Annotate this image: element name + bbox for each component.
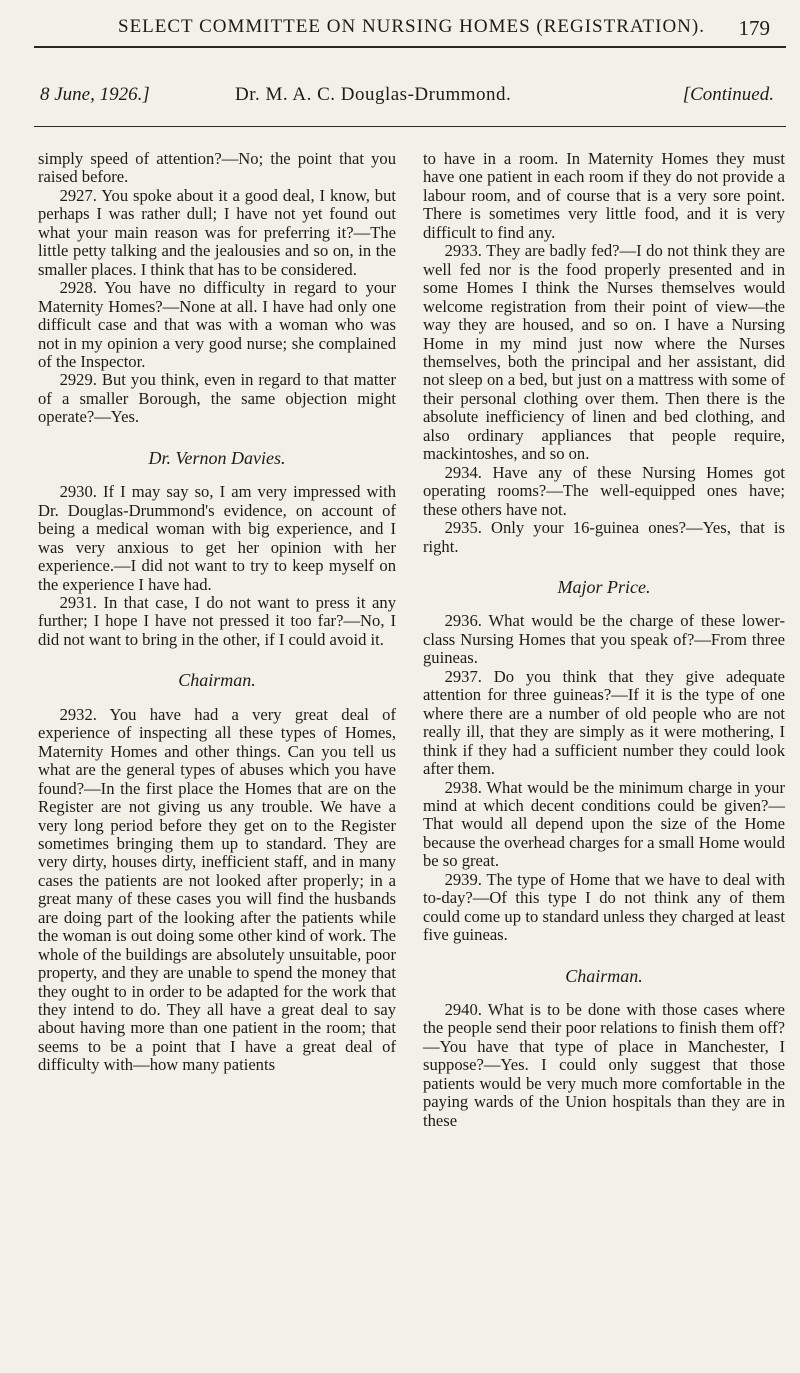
left-column xyxy=(38,150,396,1075)
witness-name: Dr. M. A. C. Douglas-Drummond. xyxy=(235,84,512,105)
paragraph: 2939. The type of Home that we have to deal with to-day?—Of this type I do not think any of them could come up to standard unless they charged at least five guineas. xyxy=(423,869,785,945)
paragraph: 2929. But you think, even in regard to that matter of a smaller Borough, the same objection might operate?—Yes. xyxy=(38,370,396,427)
paragraph: 2927. You spoke about it a good deal, I know, but perhaps I was rather dull; I have not yet found out what your main reason was for preferring it?—The little petty talking and the jealousies and so on, in the smaller places. I think that has to be considered. xyxy=(38,185,396,279)
header-rule xyxy=(34,46,786,48)
paragraph: 2937. Do you think that they give adequate attention for three guineas?—If it is the type of one where there are a number of old people who are not really ill, that they are simply as it were mothering, I think if they had a sufficient number they could look after them. xyxy=(423,666,785,779)
speaker-heading: Chairman. xyxy=(178,670,256,691)
paragraph: 2935. Only your 16-guinea ones?—Yes, that is right. xyxy=(423,518,785,556)
paragraph: 2938. What would be the minimum charge in your mind at which decent conditions could be given?—That would all depend upon the size of the Home because the overhead charges for a small Home would be so great. xyxy=(423,777,785,871)
sub-header-rule xyxy=(34,126,786,127)
paragraph: simply speed of attention?—No; the point that you raised before. xyxy=(38,149,396,187)
paragraph: to have in a room. In Maternity Homes they must have one patient in each room if they do not provide a labour room, and of course that is a very sore point. There is sometimes very little food, and it is very difficult to find any. xyxy=(423,149,785,242)
paragraph: 2931. In that case, I do not want to press it any further; I hope I have not pressed it too far?—No, I did not want to bring in the other, if I could avoid it. xyxy=(38,592,396,649)
continued-label: [Continued. xyxy=(682,84,774,105)
paragraph: 2928. You have no difficulty in regard to your Maternity Homes?—None at all. I have had only one difficult case and that was with a woman who was not in my opinion a very good nurse; she complained of the Inspector. xyxy=(38,278,396,371)
right-column xyxy=(423,150,785,1130)
paragraph: 2933. They are badly fed?—I do not think they are well fed nor is the food properly presented and in some Homes I think the Nurses themselves would welcome registration from their point of view—the way they are housed, and so on. I have a Nursing Home in my mind just now where the Nurses themselves, both the principal and her assistant, did not sleep on a bed, but just on a mattress with some of their personal clothing over them. Then there is the absolute inefficiency of linen and bed clothing, and also ordinary appliances that people require, mackintoshes, and so on. xyxy=(423,241,785,464)
hearing-date: 8 June, 1926.] xyxy=(40,84,150,105)
running-head xyxy=(0,8,800,48)
paragraph: 2930. If I may say so, I am very impressed with Dr. Douglas-Drummond's evidence, on account of being a medical woman with big experience, and I was very anxious to get her opinion with her experience.—I did not want to try to keep myself on the experience I have had. xyxy=(38,482,396,594)
paragraph: 2934. Have any of these Nursing Homes got operating rooms?—The well-equipped ones have; these others have not. xyxy=(423,462,785,519)
sub-header xyxy=(0,84,800,116)
speaker-heading: Dr. Vernon Davies. xyxy=(148,447,286,468)
paragraph: 2932. You have had a very great deal of experience of inspecting all these types of Homes, Maternity Homes and other things. Can you tell us what are the general types of abuses which you have found?—In the first place the Homes that are on the Register are not giving us any trouble. We have a very long period before they get on to the Register sometimes bringing them up to standard. They are very dirty, houses dirty, inefficient staff, and in many cases the patients are not looked after properly; in a great many of these cases you will find the husbands are doing part of the looking after the patients while the woman is out doing some other kind of work. The whole of the buildings are absolutely unsuitable, poor property, and they are unable to spend the money that they ought to in order to be adapted for the work that they intend to do. They all have a great deal to say about having more than one patient in the room; that seems to be a point that I have a great deal of difficulty with—how many patients xyxy=(38,704,396,1075)
speaker-heading: Chairman. xyxy=(565,965,643,986)
speaker-heading: Major Price. xyxy=(557,576,651,597)
paragraph: 2940. What is to be done with those cases where the people send their poor relations to finish them off?—You have that type of place in Manchester, I suppose?—Yes. I could only suggest that those patients would be very much more comfortable in the paying wards of the Union hospitals than they are in these xyxy=(423,1000,785,1130)
running-title: SELECT COMMITTEE ON NURSING HOMES (REGISTRATION). xyxy=(118,16,705,37)
page-number: 179 xyxy=(738,16,770,40)
paragraph: 2936. What would be the charge of these lower-class Nursing Homes that you speak of?—From three guineas. xyxy=(423,611,785,668)
